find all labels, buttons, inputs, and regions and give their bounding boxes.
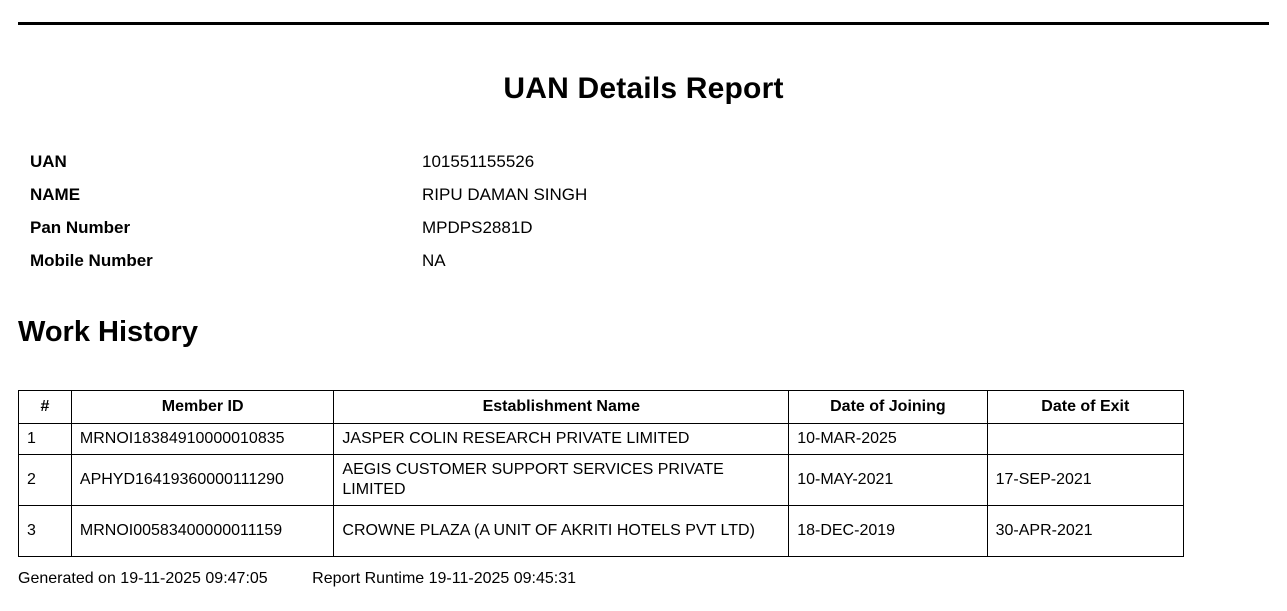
detail-row-pan-number <box>30 218 930 251</box>
table-row <box>19 455 1184 506</box>
detail-value-mobile-number: NA <box>422 251 446 270</box>
cell-member-id: APHYD16419360000111290 <box>71 455 334 506</box>
column-header-date-of-joining: Date of Joining <box>789 391 987 424</box>
column-header-establishment-name: Establishment Name <box>334 391 789 424</box>
detail-label-mobile-number: Mobile Number <box>30 251 153 270</box>
detail-label-pan-number: Pan Number <box>30 218 131 237</box>
table-header-row <box>19 391 1184 424</box>
table-row <box>19 506 1184 557</box>
cell-date-of-joining: 10-MAR-2025 <box>789 424 987 455</box>
cell-date-of-exit: 30-APR-2021 <box>987 506 1183 557</box>
detail-value-name: RIPU DAMAN SINGH <box>422 185 588 204</box>
cell-index: 1 <box>19 424 72 455</box>
report-footer <box>18 570 576 588</box>
column-header-index: # <box>19 391 72 424</box>
detail-row-uan <box>30 152 930 185</box>
cell-member-id: MRNOI00583400000011159 <box>71 506 334 557</box>
footer-generated-timestamp: Generated on 19-11-2025 09:47:05 <box>18 570 268 587</box>
cell-date-of-exit <box>987 424 1183 455</box>
cell-index: 3 <box>19 506 72 557</box>
table-row <box>19 424 1184 455</box>
cell-establishment-name: CROWNE PLAZA (A UNIT OF AKRITI HOTELS PVT LTD) <box>334 506 789 557</box>
cell-member-id: MRNOI18384910000010835 <box>71 424 334 455</box>
cell-date-of-joining: 18-DEC-2019 <box>789 506 987 557</box>
detail-row-name <box>30 185 930 218</box>
uan-details-list <box>30 152 930 284</box>
detail-label-name: NAME <box>30 185 81 204</box>
detail-value-uan: 101551155526 <box>422 152 535 171</box>
footer-report-runtime: Report Runtime 19-11-2025 09:45:31 <box>312 570 577 587</box>
header-divider <box>18 22 1269 25</box>
column-header-date-of-exit: Date of Exit <box>987 391 1183 424</box>
detail-label-uan: UAN <box>30 152 67 171</box>
cell-date-of-joining: 10-MAY-2021 <box>789 455 987 506</box>
detail-row-mobile-number <box>30 251 930 284</box>
detail-value-pan-number: MPDPS2881D <box>422 218 533 237</box>
cell-establishment-name: JASPER COLIN RESEARCH PRIVATE LIMITED <box>334 424 789 455</box>
section-title-work-history: Work History <box>18 316 198 348</box>
column-header-member-id: Member ID <box>71 391 334 424</box>
page-title: UAN Details Report <box>503 72 784 105</box>
cell-index: 2 <box>19 455 72 506</box>
cell-date-of-exit: 17-SEP-2021 <box>987 455 1183 506</box>
cell-establishment-name: AEGIS CUSTOMER SUPPORT SERVICES PRIVATE LIMITED <box>334 455 789 506</box>
work-history-table <box>18 390 1184 557</box>
